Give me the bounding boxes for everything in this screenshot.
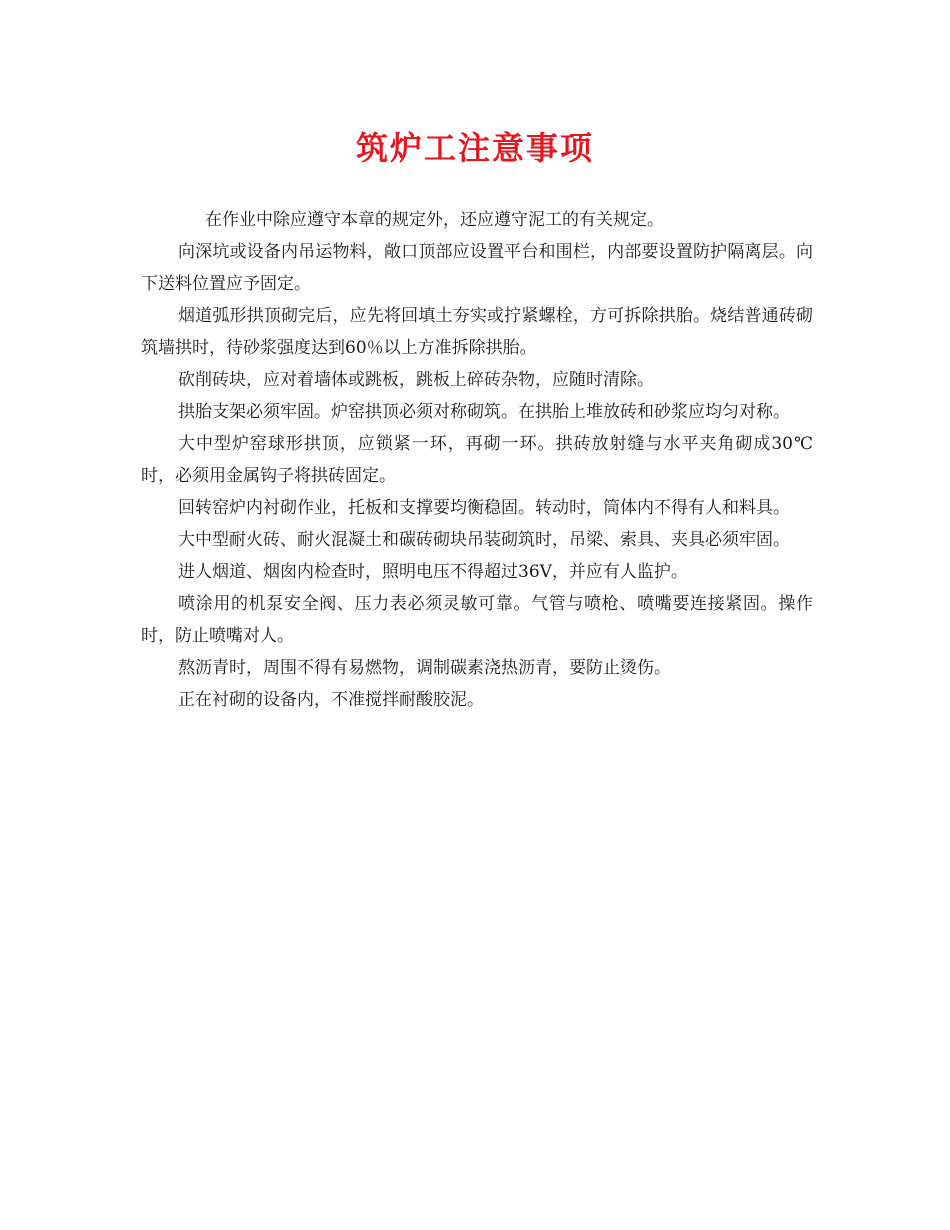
- paragraph-10: 喷涂用的机泵安全阀、压力表必须灵敏可靠。气管与喷枪、喷嘴要连接紧固。操作时，防止喷嘴对人。: [141, 594, 813, 646]
- paragraph-8: 大中型耐火砖、耐火混凝土和碳砖砌块吊装砌筑时，吊梁、索具、夹具必须牢固。: [178, 530, 790, 550]
- paragraph-4: 砍削砖块，应对着墙体或跳板，跳板上碎砖杂物，应随时清除。: [178, 370, 654, 390]
- paragraph-7: 回转窑炉内衬砌作业，托板和支撑要均衡稳固。转动时，筒体内不得有人和料具。: [178, 498, 790, 518]
- paragraph-9: 进人烟道、烟囱内检查时，照明电压不得超过36V，并应有人监护。: [178, 562, 688, 582]
- paragraph-1: 在作业中除应遵守本章的规定外，还应遵守泥工的有关规定。: [205, 210, 664, 230]
- document-body: [141, 204, 813, 716]
- paragraph-2: 向深坑或设备内吊运物料，敞口顶部应设置平台和围栏，内部要设置防护隔离层。向下送料位置应予固定。: [141, 242, 813, 294]
- paragraph-5: 拱胎支架必须牢固。炉窑拱顶必须对称砌筑。在拱胎上堆放砖和砂浆应均匀对称。: [178, 402, 790, 422]
- paragraph-11: 熬沥青时，周围不得有易燃物，调制碳素浇热沥青，要防止烫伤。: [178, 658, 671, 678]
- paragraph-6: 大中型炉窑球形拱顶，应锁紧一环，再砌一环。拱砖放射缝与水平夹角砌成30℃时，必须用金属钩子将拱砖固定。: [141, 434, 813, 486]
- paragraph-12: 正在衬砌的设备内，不准搅拌耐酸胶泥。: [178, 690, 484, 710]
- paragraph-3: 烟道弧形拱顶砌完后，应先将回填土夯实或拧紧螺栓，方可拆除拱胎。烧结普通砖砌筑墙拱时，待砂浆强度达到60％以上方准拆除拱胎。: [141, 306, 813, 358]
- page-title: 筑炉工注意事项: [355, 129, 594, 167]
